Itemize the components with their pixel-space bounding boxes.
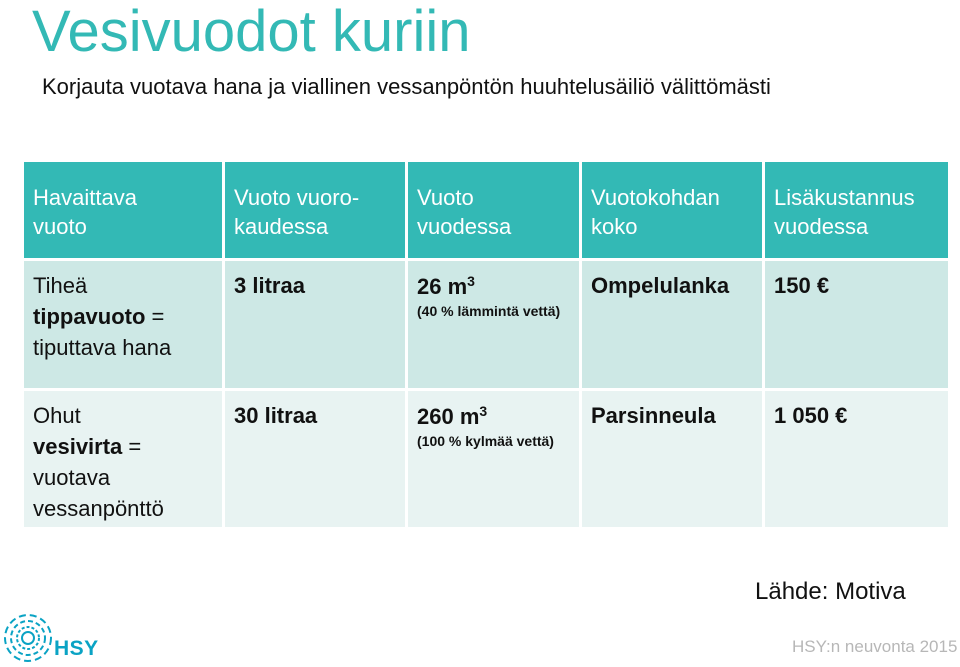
header-extra-cost: Lisäkustannus vuodessa bbox=[765, 162, 948, 258]
row2-per-year: 260 $m^3$ (100 % kylmää vettä) bbox=[408, 391, 579, 527]
row2-per-year-note: (100 % kylmää vettä) bbox=[417, 433, 554, 449]
header-leak-per-day: Vuoto vuoro- kaudessa bbox=[225, 162, 405, 258]
row1-leak-description: Tiheä tippavuoto = tiputtava hana bbox=[24, 261, 222, 388]
row1-per-day: 3 litraa bbox=[225, 261, 405, 388]
row2-leak-description: Ohut vesivirta = vuotava vessanpönttö bbox=[24, 391, 222, 527]
logo-text: HSY bbox=[54, 637, 99, 660]
header-leak-size: Vuotokohdan koko bbox=[582, 162, 762, 258]
source-note: Lähde: Motiva bbox=[755, 578, 906, 605]
subtitle: Korjauta vuotava hana ja viallinen vessanpöntön huuhtelusäiliö välittömästi bbox=[42, 74, 771, 99]
footer-text: HSY:n neuvonta 2015 bbox=[792, 637, 958, 656]
header-observed-leak: Havaittava vuoto bbox=[24, 162, 222, 258]
row2-cost bbox=[765, 391, 948, 527]
row1-size: Ompelulanka bbox=[582, 261, 762, 388]
row1-per-year-note: (40 % lämmintä vettä) bbox=[417, 303, 561, 319]
row2-cost-value: 1 050 € bbox=[774, 403, 848, 428]
row1-cost-value: 150 € bbox=[774, 273, 830, 298]
header-leak-per-year: Vuoto vuodessa bbox=[408, 162, 579, 258]
row2-per-day: 30 litraa bbox=[225, 391, 405, 527]
leak-table bbox=[24, 162, 948, 527]
row1-cost bbox=[765, 261, 948, 388]
row2-size: Parsinneula bbox=[582, 391, 762, 527]
page-title: Vesivuodot kuriin bbox=[32, 0, 471, 64]
row1-per-year: 26 $m^3$ (40 % lämmintä vettä) bbox=[408, 261, 579, 388]
